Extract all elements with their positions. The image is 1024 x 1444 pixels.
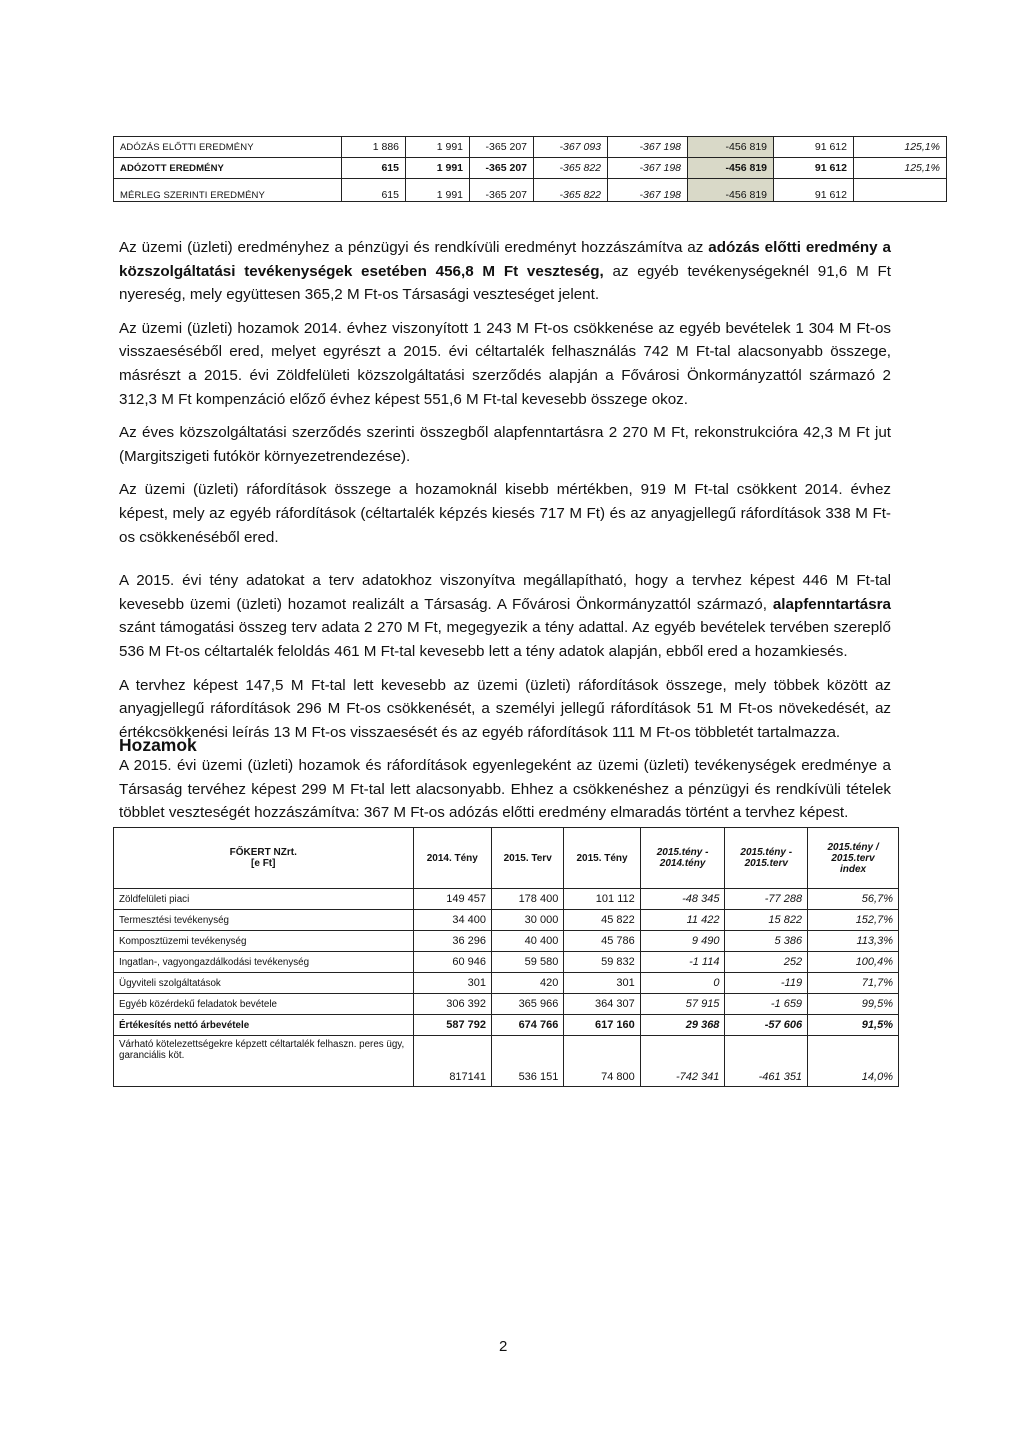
- paragraph: A tervhez képest 147,5 M Ft-tal lett kevesebb az üzemi (üzleti) ráfordítások összege, mely többek között az anyagjellegű ráfordítások 296 M Ft-os csökkenését, a személyi jellegű ráfordítások 51 M Ft-os növekedését, az értékcsökkenési leírás 13 M Ft-os visszaesését és az egyéb ráfordítások 111 M Ft-os többletét tartalmazza.: [119, 676, 891, 741]
- paragraph: A 2015. évi üzemi (üzleti) hozamok és ráfordítások egyenlegeként az üzemi (üzleti) tevékenységek eredménye a Társaság tervéhez képest 299 M Ft-tal lett alacsonyabb. Ehhez a csökkenéshez a pénzügyi és rendkívüli tételek többlet veszteségét hozzászámítva: 367 M Ft-os adózás előtti eredmény elmaradás történt a tervhez képest.: [119, 757, 891, 822]
- row-label: Várható kötelezettségekre képzett céltartalék felhaszn. peres ügy, garanciális köt.: [114, 1036, 414, 1087]
- table-cell: 11 422: [640, 910, 725, 931]
- table-cell: 617 160: [564, 1015, 640, 1036]
- table-cell: 149 457: [413, 889, 492, 910]
- table-row: [114, 931, 899, 952]
- table-cell: 152,7%: [808, 910, 899, 931]
- table-cell: 301: [413, 973, 492, 994]
- paragraph: [119, 569, 891, 663]
- table-cell: -1 114: [640, 952, 725, 973]
- table-cell: 252: [725, 952, 808, 973]
- results-table: [113, 136, 947, 202]
- column-header: 2015.tény - 2015.terv: [725, 828, 808, 889]
- header-text: [e Ft]: [251, 858, 276, 869]
- table-cell: 1 886: [342, 137, 406, 158]
- table-cell: 36 296: [413, 931, 492, 952]
- table-cell: 91,5%: [808, 1015, 899, 1036]
- row-label: Termesztési tevékenység: [114, 910, 414, 931]
- text-run: A 2015. évi tény adatokat a terv adatokhoz viszonyítva megállapítható, hogy a tervhez képest 446 M Ft-tal kevesebb üzemi (üzleti) hozamot realizált a Társaság. A Fővárosi Önkormányzattól származó,: [119, 572, 891, 613]
- table-cell: 364 307: [564, 994, 640, 1015]
- table-row: [114, 910, 899, 931]
- paragraph: Az üzemi (üzleti) ráfordítások összege a hozamoknál kisebb mértékben, 919 M Ft-tal csökkent 2014. évhez képest, mely az egyéb ráfordítások (céltartalék képzés kiesés 717 M Ft) és az anyagjellegű ráfordítások 338 M Ft-os csökkenéséből ered.: [119, 481, 891, 546]
- table-cell: -365 822: [534, 158, 608, 179]
- row-label: Komposztüzemi tevékenység: [114, 931, 414, 952]
- table-cell: 30 000: [492, 910, 564, 931]
- row-label: Ügyviteli szolgáltatások: [114, 973, 414, 994]
- table-cell: 91 612: [774, 158, 854, 179]
- table-cell: -119: [725, 973, 808, 994]
- table-row: [114, 952, 899, 973]
- row-label: ADÓZÁS ELŐTTI EREDMÉNY: [114, 137, 342, 158]
- table-row: [114, 889, 899, 910]
- table-cell: -367 093: [534, 137, 608, 158]
- table-row: [114, 1036, 899, 1087]
- table-cell: 113,3%: [808, 931, 899, 952]
- table-cell: -367 198: [608, 137, 688, 158]
- table-cell: 40 400: [492, 931, 564, 952]
- body-text: [119, 236, 891, 835]
- table-cell: [854, 179, 947, 202]
- table-cell: 9 490: [640, 931, 725, 952]
- header-text: index: [839, 863, 867, 875]
- table-cell: -367 198: [608, 158, 688, 179]
- text-run: szánt támogatási összeg terv adata 2 270 M Ft, megegyezik a tény adattal. Az egyéb bevételek tervében szereplő 536 M Ft-os céltartalék feloldás 461 M Ft-tal kevesebb lett a tény adatok alapján, ebből ered a hozamkiesés.: [119, 619, 891, 660]
- column-header: [808, 828, 899, 889]
- table-cell: 615: [342, 158, 406, 179]
- table-cell: 420: [492, 973, 564, 994]
- column-header: 2015. Tény: [564, 828, 640, 889]
- table-cell: 101 112: [564, 889, 640, 910]
- bold-text-run: alapfenntartásra: [772, 595, 891, 613]
- table-cell: 306 392: [413, 994, 492, 1015]
- table-cell: 1 991: [406, 158, 470, 179]
- table-cell: -365 207: [470, 137, 534, 158]
- column-header: 2014. Tény: [413, 828, 492, 889]
- table-header-row: [114, 828, 899, 889]
- table-cell: 29 368: [640, 1015, 725, 1036]
- table-cell: -365 822: [534, 179, 608, 202]
- table-cell: 615: [342, 179, 406, 202]
- row-label: Egyéb közérdekű feladatok bevétele: [114, 994, 414, 1015]
- table-cell: 14,0%: [808, 1036, 899, 1087]
- table-cell: -48 345: [640, 889, 725, 910]
- table-cell: 99,5%: [808, 994, 899, 1015]
- table-row: [114, 179, 947, 202]
- table-cell: 59 580: [492, 952, 564, 973]
- table-cell: -742 341: [640, 1036, 725, 1087]
- table-cell: 536 151: [492, 1036, 564, 1087]
- table-cell: 60 946: [413, 952, 492, 973]
- table-cell: 15 822: [725, 910, 808, 931]
- table-cell: 71,7%: [808, 973, 899, 994]
- table-cell: -77 288: [725, 889, 808, 910]
- table-cell: 45 822: [564, 910, 640, 931]
- table-cell: 674 766: [492, 1015, 564, 1036]
- table-cell: 91 612: [774, 137, 854, 158]
- table-cell: -1 659: [725, 994, 808, 1015]
- table-cell: 301: [564, 973, 640, 994]
- table-row: [114, 973, 899, 994]
- table-row: [114, 1015, 899, 1036]
- table-cell: 587 792: [413, 1015, 492, 1036]
- table-row: [114, 994, 899, 1015]
- paragraph: Az üzemi (üzleti) hozamok 2014. évhez viszonyított 1 243 M Ft-os csökkenése az egyéb bevételek 1 304 M Ft-os visszaeséséből ered, melyet egyrészt a 2015. évi céltartalék felhasználás 742 M Ft-tal alacsonyabb összege, másrészt a 2015. évi Zöldfelületi közszolgáltatási szerződés alapján a Fővárosi Önkormányzattól származó 2 312,3 M Ft kompenzáció előző évhez képest 551,6 M Ft-tal kevesebb összege okoz.: [119, 319, 891, 408]
- row-label: Ingatlan-, vagyongazdálkodási tevékenység: [114, 952, 414, 973]
- text-run: az egyéb tevékenységeknél 91,6 M Ft nyereség, mely együttesen 365,2 M Ft-os Társasági veszteséget jelent.: [119, 262, 891, 304]
- bold-text-run: adózás előtti eredmény a közszolgáltatási tevékenységek esetében 456,8 M Ft veszteség,: [119, 239, 891, 280]
- row-label: MÉRLEG SZERINTI EREDMÉNY: [114, 179, 342, 202]
- table-cell: 57 915: [640, 994, 725, 1015]
- table-cell: 125,1%: [854, 158, 947, 179]
- table-cell: 365 966: [492, 994, 564, 1015]
- table-cell: 45 786: [564, 931, 640, 952]
- table-cell: -365 207: [470, 158, 534, 179]
- table-cell: -365 207: [470, 179, 534, 202]
- table-cell: -57 606: [725, 1015, 808, 1036]
- row-label: ADÓZOTT EREDMÉNY: [114, 158, 342, 179]
- text-run: Az üzemi (üzleti) eredményhez a pénzügyi és rendkívüli eredményt hozzászámítva az: [119, 239, 709, 256]
- row-label: Értékesítés nettó árbevétele: [114, 1015, 414, 1036]
- table-cell: 0: [640, 973, 725, 994]
- header-entity: [114, 828, 414, 889]
- paragraph: Az éves közszolgáltatási szerződés szerinti összegből alapfenntartásra 2 270 M Ft, rekonstrukcióra 42,3 M Ft jut (Margitszigeti futókör környezetrendezése).: [119, 424, 891, 465]
- table-cell: 1 991: [406, 137, 470, 158]
- table-cell: -456 819: [688, 137, 774, 158]
- paragraph: [119, 236, 891, 307]
- table-cell: 100,4%: [808, 952, 899, 973]
- table-cell: 5 386: [725, 931, 808, 952]
- table-row: [114, 158, 947, 179]
- table-cell: 91 612: [774, 179, 854, 202]
- column-header: 2015.tény - 2014.tény: [640, 828, 725, 889]
- table-cell: -367 198: [608, 179, 688, 202]
- table-cell: 1 991: [406, 179, 470, 202]
- table-cell: 34 400: [413, 910, 492, 931]
- column-header: 2015. Terv: [492, 828, 564, 889]
- table-cell: -456 819: [688, 179, 774, 202]
- header-text: FŐKERT NZrt.: [229, 847, 297, 858]
- table-cell: 125,1%: [854, 137, 947, 158]
- table-cell: 817141: [413, 1036, 492, 1087]
- page-number: 2: [499, 1338, 508, 1355]
- section-title: Hozamok: [119, 735, 197, 755]
- header-text: 2015.tény /: [827, 841, 879, 853]
- table-cell: -456 819: [688, 158, 774, 179]
- table-cell: 74 800: [564, 1036, 640, 1087]
- table-cell: 178 400: [492, 889, 564, 910]
- row-label: Zöldfelületi piaci: [114, 889, 414, 910]
- hozamok-table: [113, 827, 899, 1087]
- table-cell: -461 351: [725, 1036, 808, 1087]
- table-row: [114, 137, 947, 158]
- table-cell: 59 832: [564, 952, 640, 973]
- table-cell: 56,7%: [808, 889, 899, 910]
- header-text: 2015.terv: [831, 852, 875, 864]
